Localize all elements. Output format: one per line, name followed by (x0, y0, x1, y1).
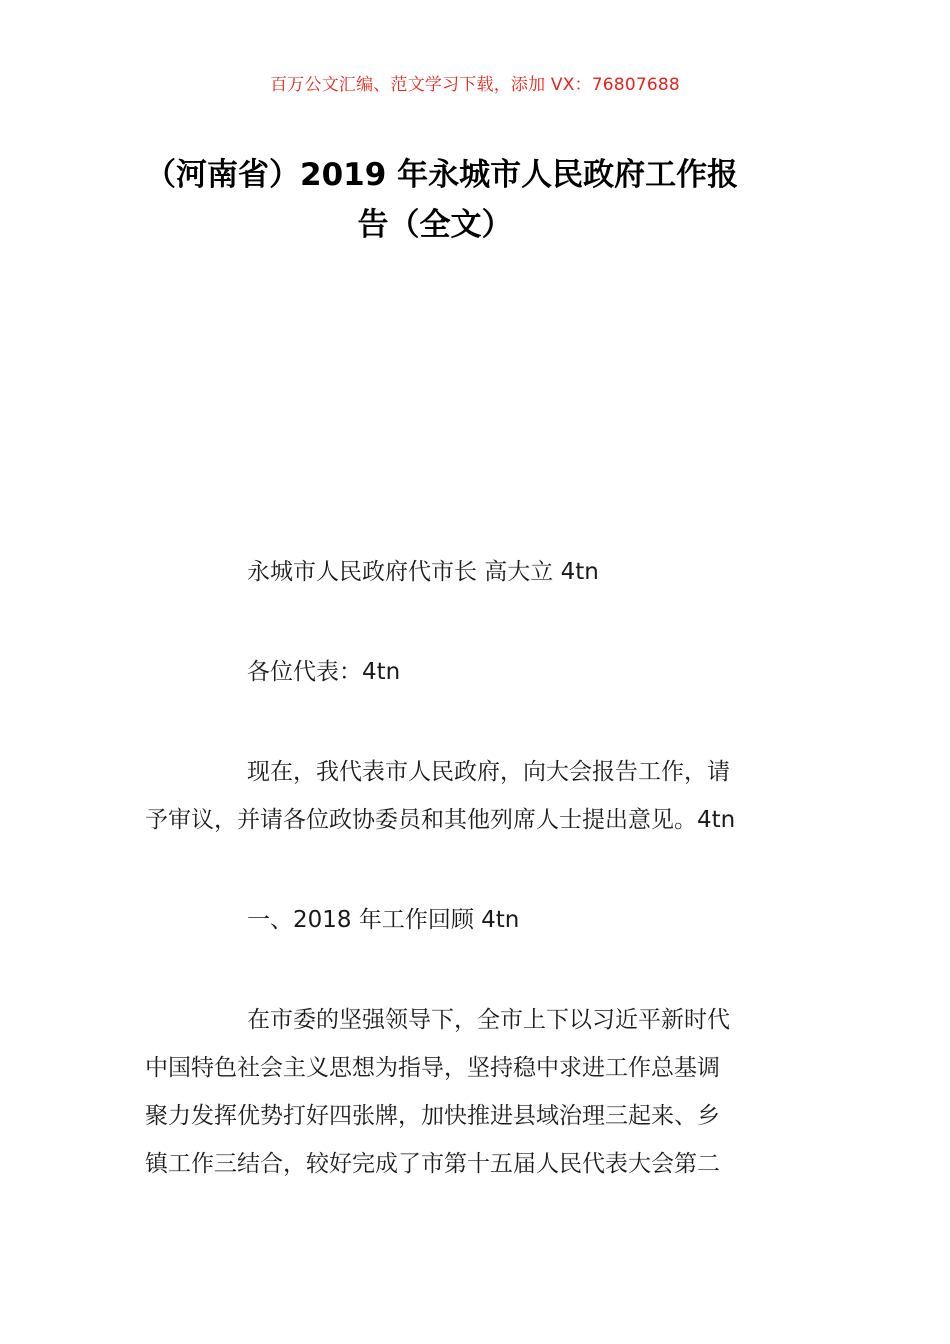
intro-paragraph (145, 748, 810, 844)
greeting-text: 各位代表：4tn (247, 659, 401, 685)
document-title (145, 150, 805, 250)
greeting-line (145, 648, 810, 696)
title-line-2: 告（全文） (357, 207, 513, 243)
section-heading-text: 一、2018 年工作回顾 4tn (247, 907, 520, 933)
header-watermark-note: 百万公文汇编、范文学习下载，添加 VX：76807688 (270, 75, 680, 95)
author-text: 永城市人民政府代市长 高大立 4tn (247, 559, 599, 585)
review-line-1: 在市委的坚强领导下，全市上下以习近平新时代 (247, 1007, 730, 1033)
review-line-3: 聚力发挥优势打好四张牌，加快推进县域治理三起来、乡 (145, 1103, 720, 1129)
review-paragraph (145, 996, 810, 1188)
intro-line-1: 现在，我代表市人民政府，向大会报告工作，请 (247, 759, 730, 785)
review-line-2: 中国特色社会主义思想为指导，坚持稳中求进工作总基调 (145, 1055, 720, 1081)
section-heading-1 (145, 896, 810, 944)
review-line-4: 镇工作三结合，较好完成了市第十五届人民代表大会第二 (145, 1151, 720, 1177)
author-line (145, 548, 810, 596)
title-line-1: （河南省）2019 年永城市人民政府工作报 (145, 157, 739, 193)
intro-line-2: 予审议，并请各位政协委员和其他列席人士提出意见。4tn (145, 807, 736, 833)
